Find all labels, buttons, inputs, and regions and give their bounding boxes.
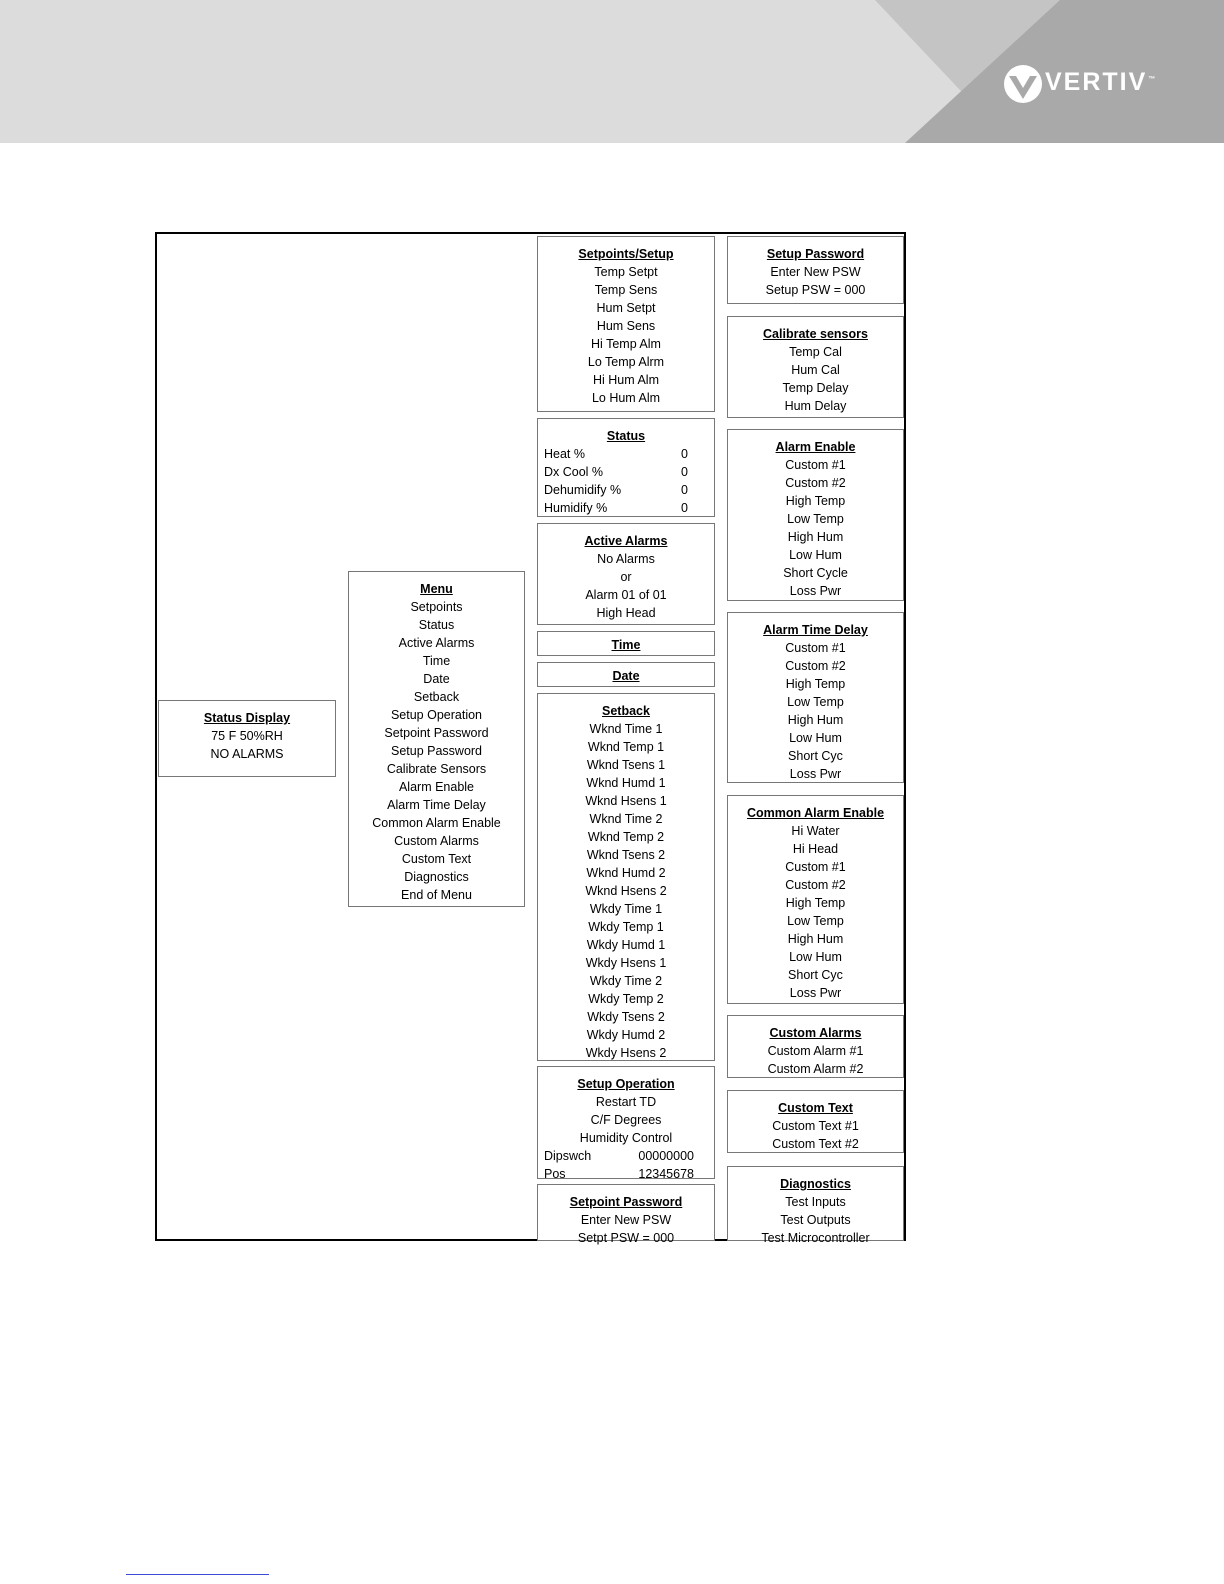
menu-node-item: Date: [423, 672, 450, 686]
setpoints-setup-title: Setpoints/Setup: [578, 247, 674, 261]
menu-node-item: Setup PSW = 000: [765, 283, 866, 297]
common-alarm-enable-box: [727, 795, 904, 1004]
menu-node-item: Wkdy Temp 1: [588, 920, 664, 934]
footer-rule: [126, 1574, 269, 1575]
date-box: [537, 662, 715, 687]
value-row: [538, 445, 714, 463]
value-row-label: Humidify %: [544, 501, 608, 515]
alarm-time-delay-title: Alarm Time Delay: [763, 623, 868, 637]
value-row-value: 00000000: [638, 1149, 694, 1163]
time-title: Time: [611, 638, 641, 652]
menu-node-item: Hi Head: [792, 842, 839, 856]
page-header: [0, 0, 1224, 143]
menu-node-item: Custom Text: [401, 852, 472, 866]
value-row-label: Pos: [544, 1167, 566, 1181]
setback-items: [538, 720, 714, 1062]
setup-password-items: [728, 263, 903, 299]
menu-node-item: Wkdy Tsens 2: [587, 1010, 665, 1024]
menu-node-item: Wknd Temp 1: [587, 740, 665, 754]
custom-alarms-title: Custom Alarms: [769, 1026, 862, 1040]
alarm-enable-items: [728, 456, 903, 600]
menu-node-item: Custom #2: [785, 659, 846, 673]
header-banner: [0, 0, 1224, 143]
menu-node-item: Test Inputs: [785, 1195, 846, 1209]
setback-box: [537, 693, 715, 1061]
menu-node-item: Time: [422, 654, 451, 668]
status-rows: [538, 445, 714, 517]
menu-node-item: Setup Password: [390, 744, 483, 758]
value-row: [538, 481, 714, 499]
menu-node-item: NO ALARMS: [210, 747, 284, 761]
menu-node-item: Alarm 01 of 01: [585, 588, 667, 602]
menu-node-item: Setup Operation: [390, 708, 483, 722]
value-row-label: Dipswch: [544, 1149, 592, 1163]
menu-node-item: Active Alarms: [398, 636, 475, 650]
brand-trademark: ™: [1148, 75, 1156, 83]
active-alarms-items: [538, 550, 714, 622]
alarm-time-delay-box: [727, 612, 904, 783]
setpoint-password-box: [537, 1184, 715, 1245]
menu-node-item: Setpt PSW = 000: [577, 1231, 675, 1245]
menu-node-item: Custom #2: [785, 878, 846, 892]
menu-node-item: Short Cycle: [783, 566, 848, 580]
setpoint-password-title: Setpoint Password: [569, 1195, 683, 1209]
menu-node-item: Wkdy Time 2: [589, 974, 663, 988]
menu-box: [348, 571, 525, 907]
menu-node-item: High Temp: [785, 896, 846, 910]
menu-node-item: Wkdy Hsens 1: [585, 956, 667, 970]
menu-node-item: Custom #2: [785, 476, 846, 490]
menu-node-item: Temp Delay: [782, 381, 849, 395]
menu-node-item: Wknd Humd 2: [586, 866, 666, 880]
active-alarms-box: [537, 523, 715, 625]
menu-node-item: High Hum: [787, 713, 844, 727]
menu-node-item: Wkdy Humd 2: [586, 1028, 666, 1042]
menu-node-item: Wkdy Humd 1: [586, 938, 666, 952]
setpoints-setup-box: [537, 236, 715, 412]
menu-node-item: Lo Hum Alm: [591, 391, 661, 405]
menu-node-item: Hum Setpt: [596, 301, 656, 315]
value-row-label: Dx Cool %: [544, 465, 604, 479]
menu-node-item: Setback: [413, 690, 460, 704]
common-alarm-enable-title: Common Alarm Enable: [746, 806, 885, 820]
menu-node-item: Hum Delay: [784, 399, 847, 413]
setup-operation-title: Setup Operation: [577, 1077, 675, 1091]
menu-node-item: Wknd Humd 1: [586, 776, 666, 790]
menu-node-item: Common Alarm Enable: [372, 816, 501, 830]
menu-node-item: Hum Cal: [791, 363, 840, 377]
setup-operation-box: [537, 1066, 715, 1179]
menu-node-item: Wknd Temp 2: [587, 830, 665, 844]
menu-node-item: Custom #1: [785, 458, 846, 472]
diagnostics-box: [727, 1166, 904, 1245]
vertiv-chevron-logo-icon: [1004, 65, 1042, 103]
menu-node-item: Hi Hum Alm: [593, 373, 659, 387]
setup-operation-rows: [538, 1147, 714, 1183]
diagnostics-title: Diagnostics: [780, 1177, 851, 1191]
menu-node-item: Low Hum: [789, 731, 842, 745]
alarm-time-delay-items: [728, 639, 903, 783]
setup-operation-items: [538, 1093, 714, 1147]
menu-node-item: Lo Temp Alrm: [587, 355, 665, 369]
menu-node-item: Loss Pwr: [789, 767, 842, 781]
common-alarm-enable-items: [728, 822, 903, 1002]
menu-node-item: Hi Water: [791, 824, 840, 838]
custom-alarms-box: [727, 1015, 904, 1078]
menu-node-item: Short Cyc: [788, 968, 843, 982]
menu-node-item: Wknd Hsens 2: [585, 884, 667, 898]
menu-node-item: Enter New PSW: [770, 265, 861, 279]
calibrate-sensors-items: [728, 343, 903, 415]
menu-node-item: Diagnostics: [404, 870, 469, 884]
value-row: [538, 1147, 714, 1165]
menu-node-item: High Hum: [787, 932, 844, 946]
custom-alarms-items: [728, 1042, 903, 1078]
time-box: [537, 631, 715, 656]
custom-text-box: [727, 1090, 904, 1153]
menu-node-item: Low Temp: [787, 512, 844, 526]
menu-node-item: Loss Pwr: [789, 584, 842, 598]
menu-node-item: Status: [418, 618, 455, 632]
menu-node-item: Loss Pwr: [789, 986, 842, 1000]
menu-node-item: Calibrate Sensors: [386, 762, 487, 776]
setpoint-password-items: [538, 1211, 714, 1247]
menu-node-item: Alarm Time Delay: [387, 798, 486, 812]
menu-items: [349, 598, 524, 904]
menu-node-item: Low Hum: [789, 950, 842, 964]
value-row-label: Dehumidify %: [544, 483, 622, 497]
menu-node-item: Wknd Time 1: [589, 722, 663, 736]
menu-node-item: Hum Sens: [596, 319, 656, 333]
menu-node-item: Short Cyc: [788, 749, 843, 763]
custom-text-items: [728, 1117, 903, 1153]
value-row-value: 12345678: [638, 1167, 694, 1181]
diagnostics-items: [728, 1193, 903, 1247]
menu-node-item: Wknd Time 2: [589, 812, 663, 826]
status-box: [537, 418, 715, 517]
setup-password-title: Setup Password: [766, 247, 865, 261]
menu-node-item: Low Temp: [787, 914, 844, 928]
active-alarms-title: Active Alarms: [584, 534, 668, 548]
menu-node-item: Test Outputs: [780, 1213, 851, 1227]
calibrate-sensors-title: Calibrate sensors: [763, 327, 868, 341]
menu-node-item: Temp Sens: [594, 283, 658, 297]
menu-node-item: High Head: [596, 606, 656, 620]
menu-title: Menu: [420, 582, 453, 596]
status-display-box: [158, 700, 336, 777]
menu-node-item: Custom Text #1: [772, 1119, 859, 1133]
setpoints-setup-items: [538, 263, 714, 407]
menu-node-item: Low Temp: [787, 695, 844, 709]
value-row-value: 0: [681, 501, 688, 515]
menu-node-item: Wknd Hsens 1: [585, 794, 667, 808]
menu-node-item: Humidity Control: [579, 1131, 673, 1145]
menu-node-item: Custom #1: [785, 860, 846, 874]
menu-node-item: 75 F 50%RH: [211, 729, 283, 743]
value-row-value: 0: [681, 465, 688, 479]
menu-node-item: Low Hum: [789, 548, 842, 562]
menu-node-item: Setpoints: [410, 600, 463, 614]
status-display-items: [159, 727, 335, 763]
menu-node-item: High Hum: [787, 530, 844, 544]
alarm-enable-box: [727, 429, 904, 601]
menu-node-item: Setpoint Password: [384, 726, 489, 740]
menu-node-item: Test Microcontroller: [761, 1231, 870, 1245]
menu-node-item: or: [620, 570, 632, 584]
menu-node-item: Wknd Tsens 2: [586, 848, 666, 862]
menu-node-item: Custom #1: [785, 641, 846, 655]
menu-node-item: Alarm Enable: [398, 780, 475, 794]
custom-text-title: Custom Text: [778, 1101, 853, 1115]
menu-node-item: Wknd Tsens 1: [586, 758, 666, 772]
alarm-enable-title: Alarm Enable: [775, 440, 856, 454]
menu-node-item: High Temp: [785, 677, 846, 691]
menu-node-item: High Temp: [785, 494, 846, 508]
menu-node-item: Custom Alarm #1: [767, 1044, 864, 1058]
menu-node-item: Temp Setpt: [594, 265, 658, 279]
menu-node-item: Hi Temp Alm: [591, 337, 661, 351]
menu-node-item: Temp Cal: [789, 345, 842, 359]
menu-node-item: Custom Text #2: [772, 1137, 859, 1151]
setback-title: Setback: [602, 704, 650, 718]
brand-name: VERTIV™: [1045, 68, 1156, 96]
menu-node-item: Custom Alarm #2: [767, 1062, 864, 1076]
menu-node-item: Wkdy Time 1: [589, 902, 663, 916]
status-title: Status: [606, 429, 646, 443]
value-row: [538, 1165, 714, 1183]
status-display-title: Status Display: [203, 711, 291, 725]
menu-node-item: No Alarms: [597, 552, 655, 566]
calibrate-sensors-box: [727, 316, 904, 418]
value-row-value: 0: [681, 483, 688, 497]
menu-node-item: Restart TD: [595, 1095, 657, 1109]
menu-node-item: Enter New PSW: [580, 1213, 672, 1227]
date-title: Date: [612, 669, 640, 683]
value-row: [538, 463, 714, 481]
value-row: [538, 499, 714, 517]
value-row-label: Heat %: [544, 447, 585, 461]
value-row-value: 0: [681, 447, 688, 461]
menu-node-item: Wkdy Hsens 2: [585, 1046, 667, 1060]
menu-node-item: C/F Degrees: [590, 1113, 662, 1127]
menu-node-item: End of Menu: [401, 888, 472, 902]
menu-node-item: Custom Alarms: [394, 834, 479, 848]
menu-node-item: Wkdy Temp 2: [588, 992, 664, 1006]
setup-password-box: [727, 236, 904, 304]
